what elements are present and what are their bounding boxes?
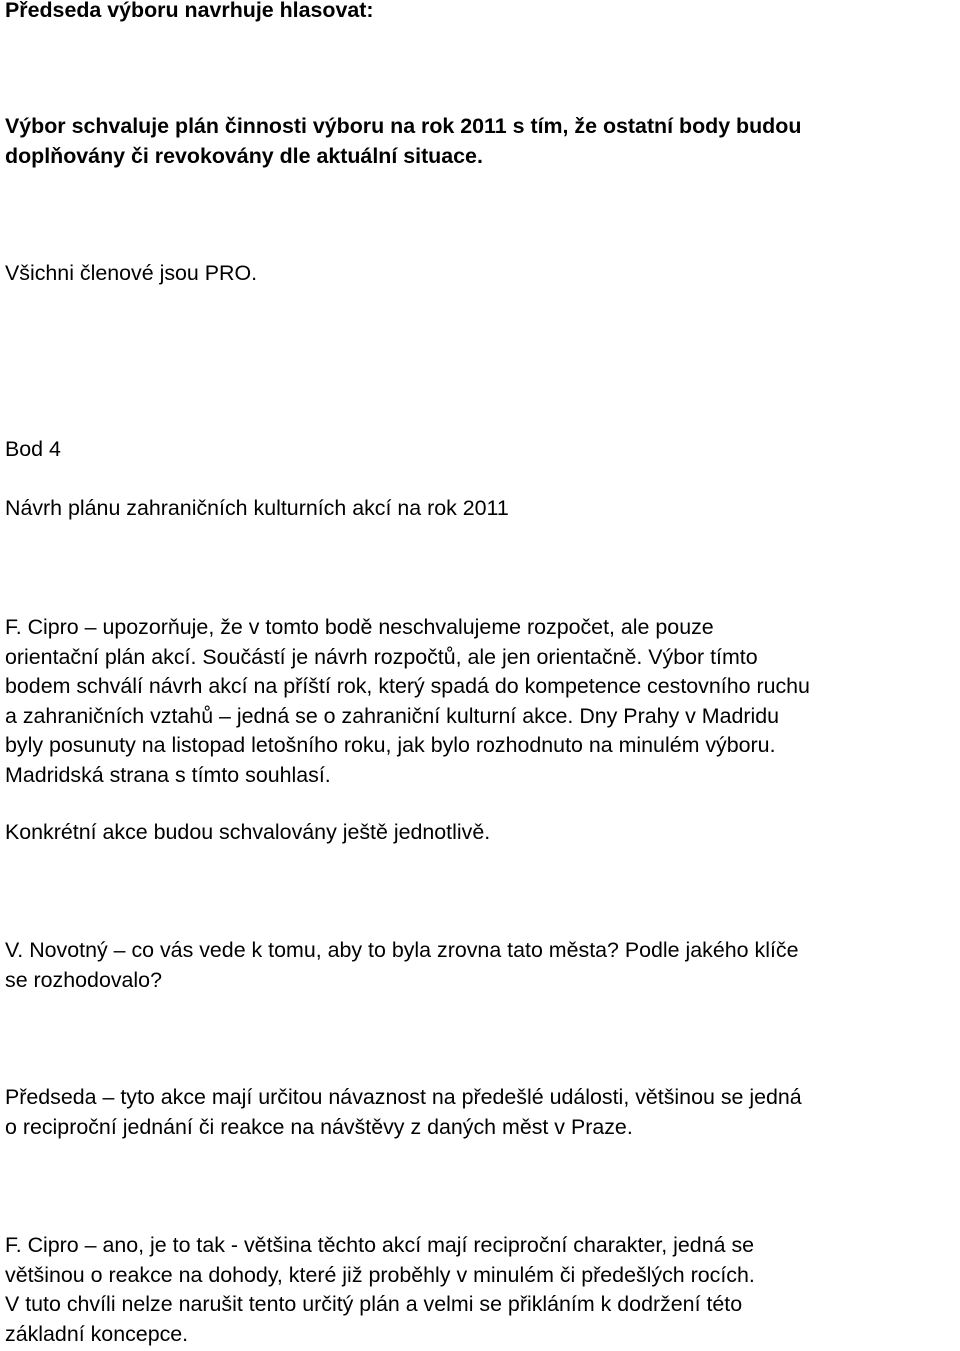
paragraph-line: F. Cipro – upozorňuje, že v tomto bodě neschvalujeme rozpočet, ale pouze: [5, 615, 714, 639]
paragraph-line: Předseda – tyto akce mají určitou návaznost na předešlé události, většinou se jedná: [5, 1085, 802, 1109]
paragraph-cipro-2: Konkrétní akce budou schvalovány ještě jednotlivě.: [5, 820, 491, 844]
paragraph-line: byly posunuty na listopad letošního roku, jak bylo rozhodnuto na minulém výboru.: [5, 733, 776, 758]
item-number: Bod 4: [5, 437, 61, 461]
paragraph-line: o reciproční jednání či reakce na návštěvy z daných měst v Praze.: [5, 1114, 633, 1139]
paragraph-line: V tuto chvíli nelze narušit tento určitý plán a velmi se přikláním k dodržení této: [5, 1292, 743, 1317]
resolution-text: [5, 112, 957, 171]
paragraph-line: V. Novotný – co vás vede k tomu, aby to byla zrovna tato města? Podle jakého klíče: [5, 938, 799, 962]
paragraph-line: bodem schválí návrh akcí na příští rok, který spadá do kompetence cestovního ruchu: [5, 674, 810, 699]
paragraph-cipro-1: [5, 613, 957, 791]
resolution-line: Výbor schvaluje plán činnosti výboru na rok 2011 s tím, že ostatní body budou: [5, 114, 802, 138]
item-title: Návrh plánu zahraničních kulturních akcí na rok 2011: [5, 496, 509, 520]
paragraph-line: Madridská strana s tímto souhlasí.: [5, 762, 331, 787]
paragraph-line: základní koncepce.: [5, 1321, 189, 1346]
vote-result: Všichni členové jsou PRO.: [5, 261, 258, 285]
paragraph-line: F. Cipro – ano, je to tak - většina těchto akcí mají reciproční charakter, jedná se: [5, 1233, 755, 1257]
resolution-line: doplňovány či revokovány dle aktuální situace.: [5, 143, 483, 168]
vote-heading: Předseda výboru navrhuje hlasovat:: [5, 0, 374, 22]
paragraph-line: orientační plán akcí. Součástí je návrh rozpočtů, ale jen orientačně. Výbor tímto: [5, 644, 758, 669]
paragraph-chair: [5, 1083, 957, 1142]
paragraph-novotny: [5, 936, 957, 995]
paragraph-line: většinou o reakce na dohody, které již proběhly v minulém či předešlých rocích.: [5, 1262, 755, 1287]
paragraph-line: se rozhodovalo?: [5, 967, 162, 992]
paragraph-line: a zahraničních vztahů – jedná se o zahraniční kulturní akce. Dny Prahy v Madridu: [5, 703, 780, 728]
paragraph-cipro-3: [5, 1231, 957, 1349]
